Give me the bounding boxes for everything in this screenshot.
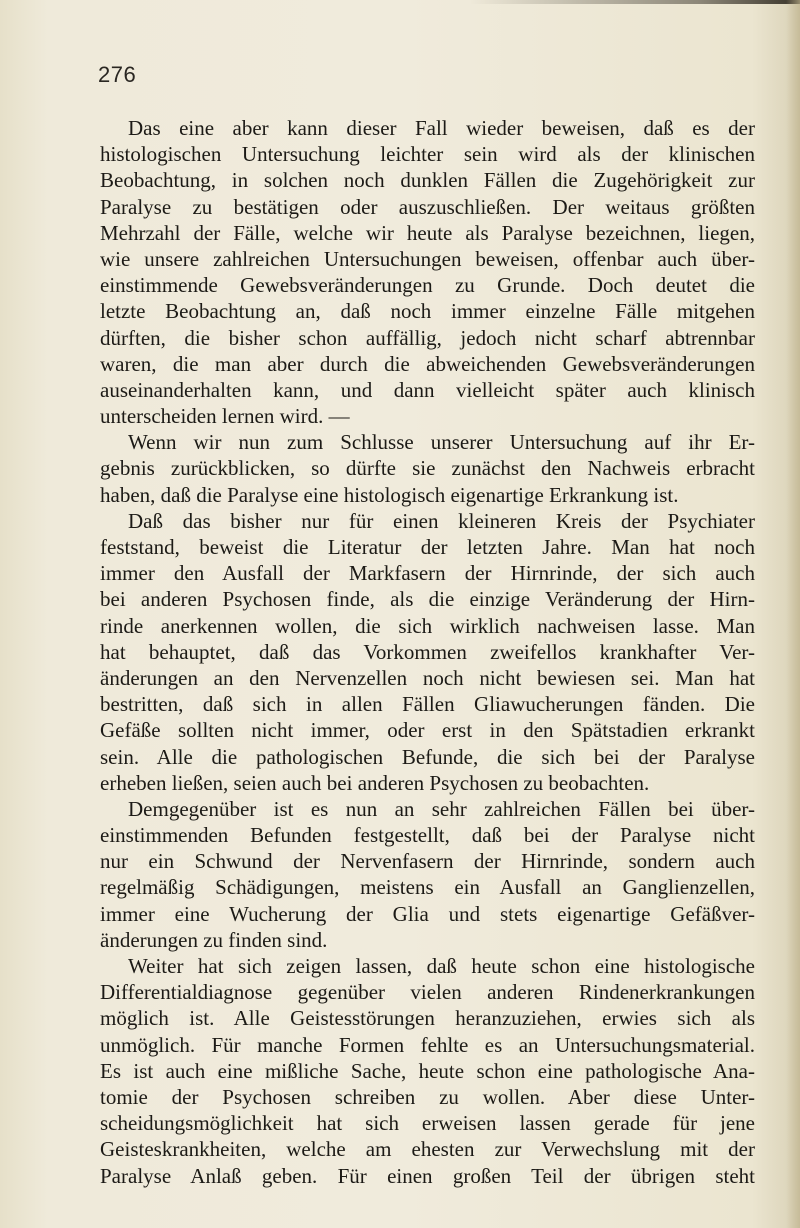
text-line: unterscheiden lernen wird. —	[100, 404, 350, 429]
text-line: sein. Alle die pathologischen Befunde, die sich bei der Paralyse	[100, 744, 755, 769]
text-line: haben, daß die Paralyse eine histologisch eigenartige Erkrankung ist.	[100, 482, 679, 507]
page-gutter-shadow	[786, 0, 800, 1228]
text-line: auseinanderhalten kann, und dann vielleicht später auch klinisch	[100, 377, 755, 402]
text-line: Geisteskrankheiten, welche am ehesten zur Verwechslung mit der	[100, 1137, 755, 1162]
text-line: hat behauptet, daß das Vorkommen zweifellos krankhafter Ver-	[100, 639, 755, 664]
text-line: Das eine aber kann dieser Fall wieder beweisen, daß es der	[128, 116, 755, 140]
text-line: nur ein Schwund der Nervenfasern der Hirnrinde, sondern auch	[100, 849, 755, 874]
text-line: letzte Beobachtung an, daß noch immer einzelne Fälle mitgehen	[100, 299, 755, 324]
text-line: dürften, die bisher schon auffällig, jedoch nicht scharf abtrennbar	[100, 325, 755, 350]
text-line: gebnis zurückblicken, so dürfte sie zunächst den Nachweis erbracht	[100, 456, 755, 481]
text-line: immer den Ausfall der Markfasern der Hirnrinde, der sich auch	[100, 561, 755, 586]
text-line: Es ist auch eine mißliche Sache, heute schon eine pathologische Ana-	[100, 1058, 755, 1083]
text-line: bei anderen Psychosen finde, als die einzige Veränderung der Hirn-	[100, 587, 755, 612]
text-line: Demgegenüber ist es nun an sehr zahlreichen Fällen bei über-	[128, 796, 755, 821]
text-line: Daß das bisher nur für einen kleineren Kreis der Psychiater	[128, 508, 755, 533]
text-line: Weiter hat sich zeigen lassen, daß heute schon eine histologische	[128, 954, 755, 978]
text-line: feststand, beweist die Literatur der letzten Jahre. Man hat noch	[100, 535, 755, 559]
text-line: immer eine Wucherung der Glia und stets eigenartige Gefäßver-	[100, 901, 755, 926]
text-line: bestritten, daß sich in allen Fällen Gliawucherungen fänden. Die	[100, 692, 755, 717]
text-line: einstimmende Gewebsveränderungen zu Grunde. Doch deutet die	[100, 273, 755, 298]
page-number: 276	[98, 62, 137, 87]
text-line: Beobachtung, in solchen noch dunklen Fällen die Zugehörigkeit zur	[100, 168, 755, 193]
scan-edge-shadow	[470, 0, 800, 4]
body-text	[100, 115, 755, 1189]
text-line: unmöglich. Für manche Formen fehlte es an Untersuchungsmaterial.	[100, 1032, 755, 1057]
text-line: Differentialdiagnose gegenüber vielen anderen Rindenerkrankungen	[100, 980, 755, 1005]
text-line: einstimmenden Befunden festgestellt, daß bei der Paralyse nicht	[100, 823, 755, 848]
text-line: möglich ist. Alle Geistesstörungen heranzuziehen, erwies sich als	[100, 1006, 755, 1031]
text-line: regelmäßig Schädigungen, meistens ein Ausfall an Ganglienzellen,	[100, 875, 755, 900]
text-line: Wenn wir nun zum Schlusse unserer Untersuchung auf ihr Er-	[128, 430, 755, 455]
text-line: tomie der Psychosen schreiben zu wollen. Aber diese Unter-	[100, 1084, 755, 1109]
text-line: änderungen zu finden sind.	[100, 927, 328, 952]
text-line: wie unsere zahlreichen Untersuchungen beweisen, offenbar auch über-	[100, 246, 755, 271]
text-line: Paralyse zu bestätigen oder auszuschließen. Der weitaus größten	[100, 194, 755, 219]
text-line: waren, die man aber durch die abweichenden Gewebsveränderungen	[100, 351, 755, 376]
text-line: Gefäße sollten nicht immer, oder erst in den Spätstadien erkrankt	[100, 718, 755, 743]
text-line: änderungen an den Nervenzellen noch nicht bewiesen sei. Man hat	[100, 665, 755, 690]
text-line: Paralyse Anlaß geben. Für einen großen Teil der übrigen steht	[100, 1163, 755, 1188]
text-line: scheidungsmöglichkeit hat sich erweisen lassen gerade für jene	[100, 1111, 755, 1136]
text-line: histologischen Untersuchung leichter sein wird als der klinischen	[100, 142, 755, 167]
text-line: erheben ließen, seien auch bei anderen Psychosen zu beobachten.	[100, 770, 650, 795]
text-line: rinde anerkennen wollen, die sich wirklich nachweisen lasse. Man	[100, 613, 755, 638]
text-line: Mehrzahl der Fälle, welche wir heute als Paralyse bezeichnen, liegen,	[100, 220, 755, 245]
